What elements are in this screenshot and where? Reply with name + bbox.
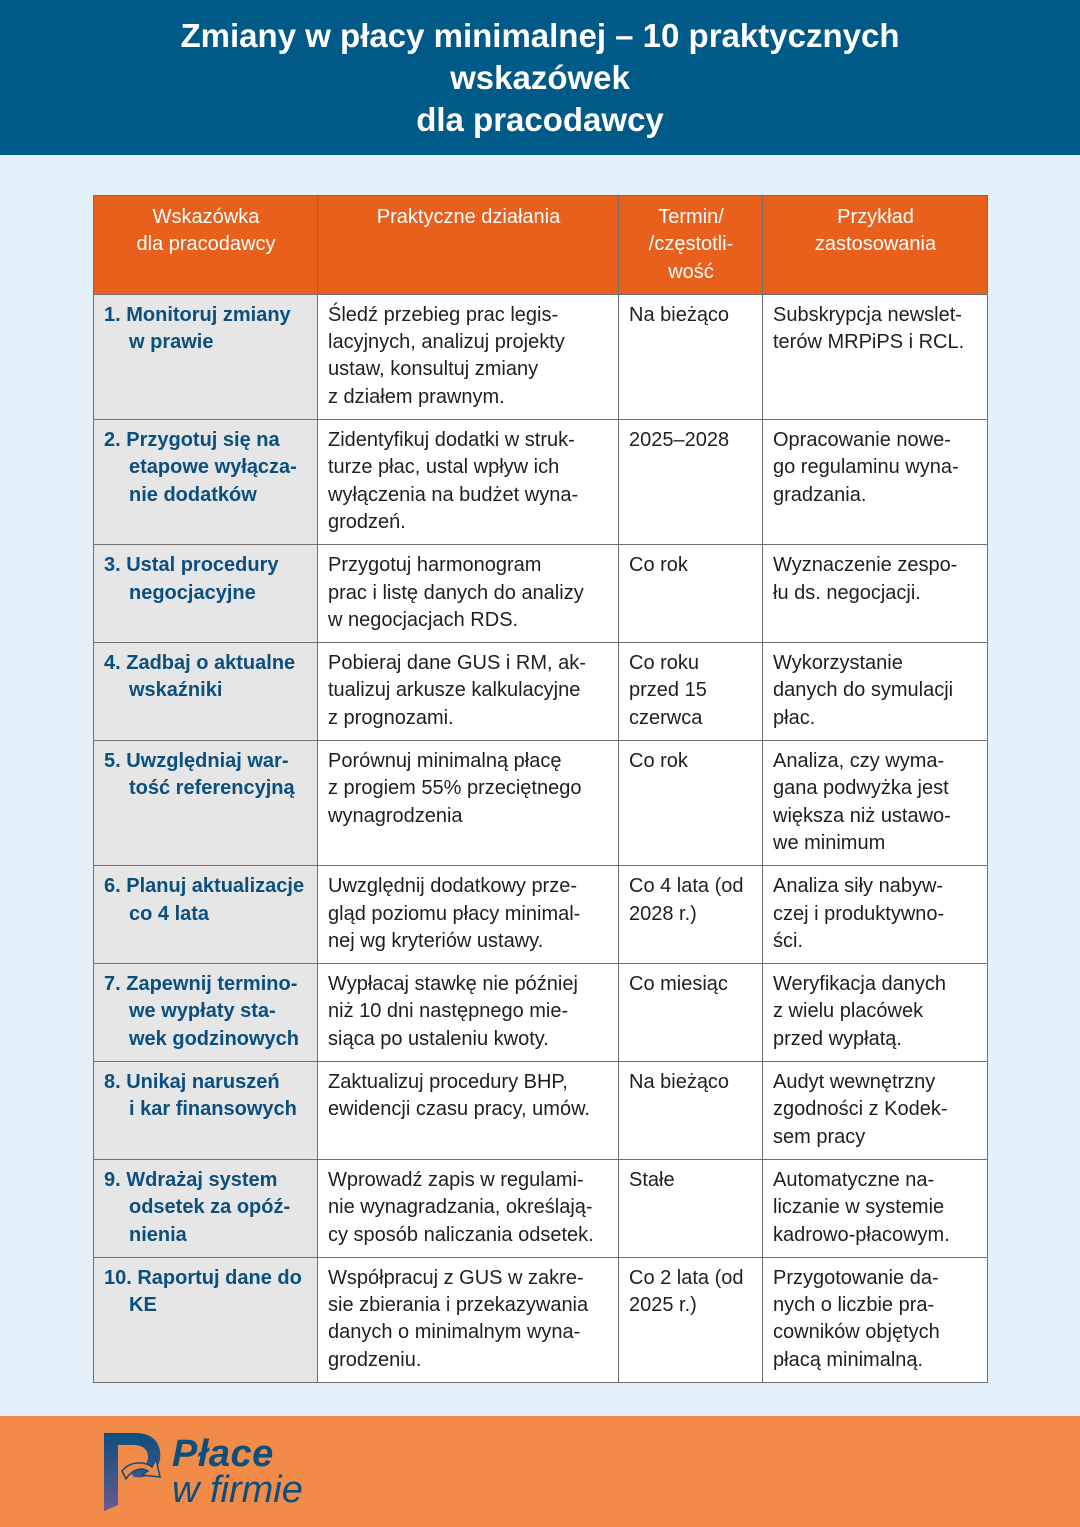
tip-cell: [94, 964, 318, 1062]
actions-cell: Przygotuj harmonogram prac i listę danych do analizy w negocjacjach RDS.: [318, 545, 619, 643]
tip-title: 2. Przygotuj się na etapowe wyłącza- nie dodatków: [104, 429, 297, 506]
column-header-tip: Wskazówka dla pracodawcy: [94, 196, 318, 295]
term-cell: Co rok: [619, 741, 763, 866]
term-cell: Co miesiąc: [619, 964, 763, 1062]
example-cell: Wykorzystanie danych do symulacji płac.: [763, 643, 988, 741]
tip-cell: [94, 1159, 318, 1257]
tip-cell: [94, 545, 318, 643]
term-cell: Na bieżąco: [619, 294, 763, 419]
tip-title: 7. Zapewnij termino- we wypłaty sta- wek godzinowych: [104, 973, 300, 1050]
actions-cell: Wprowadź zapis w regulami- nie wynagradzania, określają- cy sposób naliczania odsetek.: [318, 1159, 619, 1257]
column-header-actions: Praktyczne działania: [318, 196, 619, 295]
actions-cell: Zidentyfikuj dodatki w struk- turze płac, ustal wpływ ich wyłączenia na budżet wyna- grodzeń.: [318, 420, 619, 545]
term-cell: Co 4 lata (od 2028 r.): [619, 866, 763, 964]
tip-cell: [94, 420, 318, 545]
term-cell: Co roku przed 15 czerwca: [619, 643, 763, 741]
table-row: [94, 420, 988, 545]
table-row: [94, 741, 988, 866]
tip-cell: [94, 1257, 318, 1382]
column-header-example: Przykład zastosowania: [763, 196, 988, 295]
example-cell: Audyt wewnętrzny zgodności z Kodek- sem pracy: [763, 1062, 988, 1160]
tips-table-container: [93, 195, 987, 1383]
tip-cell: [94, 294, 318, 419]
table-row: [94, 964, 988, 1062]
table-row: [94, 866, 988, 964]
tip-cell: [94, 866, 318, 964]
table-row: [94, 1062, 988, 1160]
tip-cell: [94, 643, 318, 741]
tip-title: 4. Zadbaj o aktualne wskaźniki: [104, 652, 296, 702]
example-cell: Analiza, czy wyma- gana podwyżka jest większa niż ustawo- we minimum: [763, 741, 988, 866]
actions-cell: Pobieraj dane GUS i RM, ak- tualizuj arkusze kalkulacyjne z prognozami.: [318, 643, 619, 741]
logo-mark-icon: [100, 1431, 164, 1511]
example-cell: Wyznaczenie zespo- łu ds. negocjacji.: [763, 545, 988, 643]
example-cell: Weryfikacja danych z wielu placówek przed wypłatą.: [763, 964, 988, 1062]
page-header: [0, 0, 1080, 155]
actions-cell: Współpracuj z GUS w zakre- sie zbierania i przekazywania danych o minimalnym wyna- grodzeniu.: [318, 1257, 619, 1382]
tips-table: [93, 195, 988, 1383]
term-cell: Co rok: [619, 545, 763, 643]
column-header-term: Termin/ /częstotli- wość: [619, 196, 763, 295]
example-cell: Subskrypcja newslet- terów MRPiPS i RCL.: [763, 294, 988, 419]
table-row: [94, 643, 988, 741]
logo-text-line2: w firmie: [172, 1469, 303, 1511]
example-cell: Automatyczne na- liczanie w systemie kadrowo-płacowym.: [763, 1159, 988, 1257]
tip-title: 1. Monitoruj zmiany w prawie: [104, 303, 291, 354]
actions-cell: Śledź przebieg prac legis- lacyjnych, analizuj projekty ustaw, konsultuj zmiany z działem prawnym.: [318, 294, 619, 419]
tip-title: 9. Wdrażaj system odsetek za opóź- nienia: [104, 1168, 291, 1246]
tip-title: 6. Planuj aktualizacje co 4 lata: [104, 875, 305, 925]
example-cell: Opracowanie nowe- go regulaminu wyna- gradzania.: [763, 420, 988, 545]
actions-cell: Uwzględnij dodatkowy prze- gląd poziomu płacy minimal- nej wg kryteriów ustawy.: [318, 866, 619, 964]
actions-cell: Wypłacaj stawkę nie później niż 10 dni następnego mie- siąca po ustaleniu kwoty.: [318, 964, 619, 1062]
page-footer: [0, 1416, 1080, 1527]
actions-cell: Porównuj minimalną płacę z progiem 55% przeciętnego wynagrodzenia: [318, 741, 619, 866]
example-cell: Przygotowanie da- nych o liczbie pra- cowników objętych płacą minimalną.: [763, 1257, 988, 1382]
tip-title: 10. Raportuj dane do KE: [104, 1266, 302, 1317]
page-title: Zmiany w płacy minimalnej – 10 praktycznych wskazówek dla pracodawcy: [180, 16, 900, 138]
table-row: [94, 1257, 988, 1382]
table-row: [94, 1159, 988, 1257]
tip-title: 5. Uwzględniaj war- tość referencyjną: [104, 750, 295, 800]
term-cell: Stałe: [619, 1159, 763, 1257]
logo-text-line1: Płace: [172, 1433, 274, 1475]
brand-logo: [100, 1431, 340, 1516]
tip-cell: [94, 1062, 318, 1160]
term-cell: 2025–2028: [619, 420, 763, 545]
term-cell: Na bieżąco: [619, 1062, 763, 1160]
actions-cell: Zaktualizuj procedury BHP, ewidencji czasu pracy, umów.: [318, 1062, 619, 1160]
table-row: [94, 294, 988, 419]
tip-title: 3. Ustal procedury negocjacyjne: [104, 554, 279, 604]
example-cell: Analiza siły nabyw- czej i produktywno- ści.: [763, 866, 988, 964]
table-row: [94, 545, 988, 643]
tip-title: 8. Unikaj naruszeń i kar finansowych: [104, 1071, 297, 1121]
term-cell: Co 2 lata (od 2025 r.): [619, 1257, 763, 1382]
table-header-row: [94, 196, 988, 295]
tip-cell: [94, 741, 318, 866]
